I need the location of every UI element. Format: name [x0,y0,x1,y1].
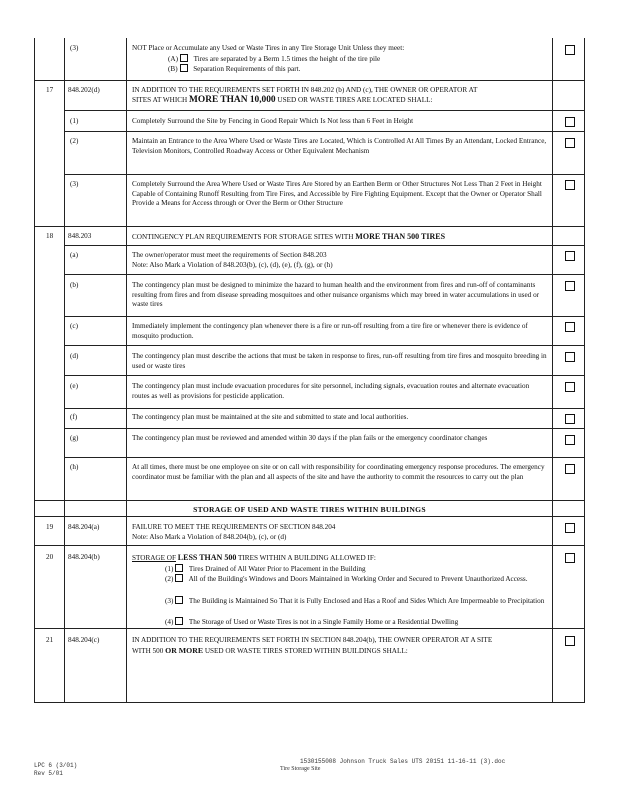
table-border-left [34,38,35,702]
violation-checkbox[interactable] [565,251,575,261]
row-divider [34,545,585,546]
section-title: STORAGE OF USED AND WASTE TIRES WITHIN BUILDINGS [193,505,426,514]
row-number: 21 [46,636,54,644]
table-border-bottom [34,702,585,703]
item-text: Maintain an Entrance to the Area Where Used or Waste Tires are Located, Which is Controlled At All Times By an Attendant, Locked Entrance, Television Monitors, Controlled Roadway Access or Other Equivalent Mechanism [132,137,547,155]
checkbox[interactable] [180,64,188,72]
item-sub-number: (e) [70,382,78,390]
item-note: Note: Also Mark a Violation of 848.203(b), (c), (d), (e), (f), (g), or (h) [132,261,333,269]
row-divider [64,174,585,175]
sub-item: (2) All of the Building's Windows and Doors Maintained in Working Order and Secured to Prevent Unauthorized Access. [165,575,528,583]
item-text: Completely Surround the Site by Fencing in Good Repair Which Is Not less than 6 Feet in Height [132,117,414,125]
checkbox[interactable] [180,54,188,62]
row-heading-line2: SITES AT WHICH MORE THAN 10,000 USED OR WASTE TIRES ARE LOCATED SHALL: [132,95,433,105]
violation-checkbox[interactable] [565,45,575,55]
row-number: 19 [46,523,54,531]
item-text: NOT Place or Accumulate any Used or Waste Tires in any Tire Storage Unit Unless they meet: [132,44,405,52]
item-sub-number: (3) [70,44,79,52]
row-divider [34,500,585,501]
violation-checkbox[interactable] [565,281,575,291]
checkbox[interactable] [175,596,183,604]
item-note: Note: Also Mark a Violation of 848.204(b), (c), or (d) [132,533,287,541]
violation-checkbox[interactable] [565,352,575,362]
row-divider [34,226,585,227]
section-reference: 848.203 [68,232,92,240]
item-sub-number: (d) [70,352,79,360]
row-number: 20 [46,553,54,561]
item-text: At all times, there must be one employee on site or on call with responsibility for coordinating emergency response procedures. The emergency coordinator must be familiar with the plan and all aspects of the site and have the authority to commit the resources to carry out the plan [132,463,545,481]
column-divider-check [552,38,553,702]
item-text: Completely Surround the Area Where Used or Waste Tires Are Stored by an Earthen Berm or Other Structures Not Less Than 2 Feet in Height Capable of Containing Runoff Resulting from Tire Fires, and Accessible by Fire Fighting Equipment. Except that the Owner or Operator Shall Provide a Means for Access through or Over the Berm or Other Structure [132,180,542,208]
table-border-right [584,38,585,702]
form-id: LPC 6 (3/01) [34,762,78,769]
violation-checkbox[interactable] [565,464,575,474]
item-text: The contingency plan must be maintained at the site and submitted to state and local authorities. [132,413,409,421]
violation-checkbox[interactable] [565,180,575,190]
row-divider [64,110,585,111]
row-number: 18 [46,232,54,240]
item-sub-number: (a) [70,251,78,259]
item-text: The owner/operator must meet the requirements of Section 848.203 [132,251,327,259]
sub-item: (1) Tires Drained of All Water Prior to Placement in the Building [165,565,366,573]
checkbox[interactable] [175,574,183,582]
form-revision: Rev 5/01 [34,770,63,777]
row-divider [64,408,585,409]
sub-item-b: (B) Separation Requirements of this part. [168,65,301,73]
checkbox[interactable] [175,564,183,572]
row-heading: FAILURE TO MEET THE REQUIREMENTS OF SECTION 848.204 [132,523,336,531]
item-sub-number: (h) [70,463,79,471]
violation-checkbox[interactable] [565,636,575,646]
item-text: The contingency plan must be reviewed and amended within 30 days if the plan fails or the emergency coordinator changes [132,434,488,442]
row-divider [64,345,585,346]
violation-checkbox[interactable] [565,382,575,392]
row-heading: STORAGE OF LESS THAN 500 TIRES WITHIN A BUILDING ALLOWED IF: [132,553,376,562]
column-divider-section [126,38,127,702]
row-divider [64,245,585,246]
section-reference: 848.204(a) [68,523,100,531]
violation-checkbox[interactable] [565,435,575,445]
page-footer-label: Tire Storage Site [280,766,321,772]
row-divider [64,274,585,275]
checkbox[interactable] [175,617,183,625]
row-heading: CONTINGENCY PLAN REQUIREMENTS FOR STORAGE SITES WITH MORE THAN 500 TIRES [132,232,446,241]
section-reference: 848.204(c) [68,636,100,644]
row-divider [64,457,585,458]
item-sub-number: (g) [70,434,79,442]
row-divider [34,80,585,81]
row-divider [64,316,585,317]
row-heading: IN ADDITION TO THE REQUIREMENTS SET FORTH IN SECTION 848.204(b), THE OWNER OPERATOR AT A SITE [132,636,493,644]
item-sub-number: (b) [70,281,79,289]
item-sub-number: (1) [70,117,79,125]
sub-item: (3) The Building is Maintained So That it is Fully Enclosed and Has a Roof and Sides Which Are Impermeable to Precipitation [165,597,545,605]
item-sub-number: (f) [70,413,78,421]
violation-checkbox[interactable] [565,414,575,424]
section-reference: 848.204(b) [68,553,100,561]
column-divider-num [64,38,65,702]
item-text: The contingency plan must be designed to minimize the hazard to human health and the environment from fires and run-off of contaminants resulting from fires and from disease spreading mosquitoes and other nuisance organisms which may breed in water accumulations in used or waste tires [132,281,540,309]
item-sub-number: (3) [70,180,79,188]
violation-checkbox[interactable] [565,523,575,533]
item-sub-number: (c) [70,322,78,330]
item-text: The contingency plan must describe the actions that must be taken in response to fires, run-off resulting from tire fires and mosquito breeding in used or waste tires [132,352,547,370]
violation-checkbox[interactable] [565,117,575,127]
row-divider [64,375,585,376]
violation-checkbox[interactable] [565,322,575,332]
row-number: 17 [46,86,54,94]
item-text: The contingency plan must include evacuation procedures for site personnel, including signals, evacuation routes and alternate evacuation routes as well as provisions for pesticide application. [132,382,530,400]
row-divider [64,131,585,132]
item-sub-number: (2) [70,137,79,145]
section-reference: 848.202(d) [68,86,100,94]
item-text: Immediately implement the contingency plan whenever there is a fire or run-off resulting from a tire fire or whenever there is evidence of mosquito production. [132,322,528,340]
row-heading-line2: WITH 500 OR MORE USED OR WASTE TIRES STORED WITHIN BUILDINGS SHALL: [132,646,408,655]
row-divider [34,516,585,517]
sub-item: (4) The Storage of Used or Waste Tires is not in a Single Family Home or a Residential Dwelling [165,618,459,626]
file-name: 1530155008 Johnson Truck Sales UTS 20151 11-16-11 (3).doc [300,758,506,765]
sub-item-a: (A) Tires are separated by a Berm 1.5 times the height of the tire pile [168,55,381,63]
violation-checkbox[interactable] [565,138,575,148]
violation-checkbox[interactable] [565,553,575,563]
row-heading: IN ADDITION TO THE REQUIREMENTS SET FORTH IN 848.202 (b) AND (c), THE OWNER OR OPERATOR AT [132,86,478,94]
row-divider [34,628,585,629]
row-divider [64,428,585,429]
